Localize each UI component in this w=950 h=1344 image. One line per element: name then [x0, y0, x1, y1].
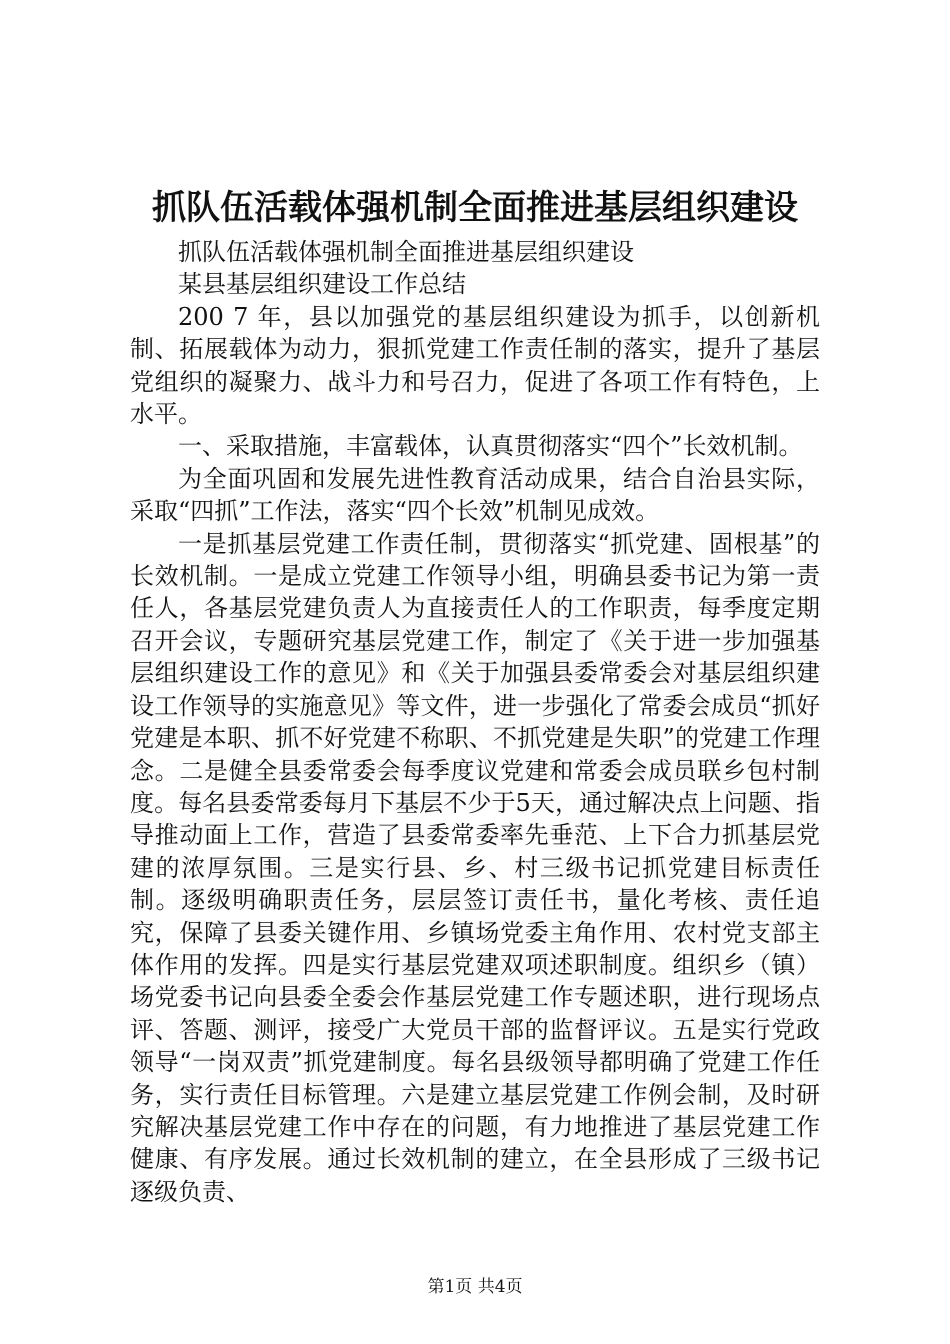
document-title: 抓队伍活载体强机制全面推进基层组织建设: [152, 188, 798, 228]
overview-paragraph: 为全面巩固和发展先进性教育活动成果，结合自治县实际，采取“四抓”工作法，落实“四个长效”机制见成效。: [130, 464, 820, 526]
page-footer: 第1页 共4页: [427, 1277, 523, 1297]
intro-paragraph: 200 7 年，县以加强党的基层组织建设为抓手，以创新机制、拓展载体为动力，狠抓党建工作责任制的落实，提升了基层党组织的凝聚力、战斗力和号召力，促进了各项工作有特色，上水平。: [130, 302, 820, 429]
subtitle-paragraph: 某县基层组织建设工作总结: [178, 270, 466, 299]
detail-paragraph: 一是抓基层党建工作责任制，贯彻落实“抓党建、固根基”的长效机制。一是成立党建工作领导小组，明确县委书记为第一责任人，各基层党建负责人为直接责任人的工作职责，每季度定期召开会议，专题研究基层党建工作，制定了《关于进一步加强基层组织建设工作的意见》和《关于加强县委常委会对基层组织建设工作领导的实施意见》等文件，进一步强化了常委会成员“抓好党建是本职、抓不好党建不称职、不抓党建是失职”的党建工作理念。二是健全县委常委会每季度议党建和常委会成员联乡包村制度。每名县委常委每月下基层不少于5天，通过解决点上问题、指导推动面上工作，营造了县委常委率先垂范、上下合力抓基层党建的浓厚氛围。三是实行县、乡、村三级书记抓党建目标责任制。逐级明确职责任务，层层签订责任书，量化考核、责任追究，保障了县委关键作用、乡镇场党委主角作用、农村党支部主体作用的发挥。四是实行基层党建双项述职制度。组织乡（镇）场党委书记向县委全委会作基层党建工作专题述职，进行现场点评、答题、测评，接受广大党员干部的监督评议。五是实行党政领导“一岗双责”抓党建制度。每名县级领导都明确了党建工作任务，实行责任目标管理。六是建立基层党建工作例会制，及时研究解决基层党建工作中存在的问题，有力地推进了基层党建工作健康、有序发展。通过长效机制的建立，在全县形成了三级书记逐级负责、: [130, 529, 820, 1206]
repeated-title-paragraph: 抓队伍活载体强机制全面推进基层组织建设: [178, 238, 634, 266]
document-body: [130, 236, 820, 1208]
section-heading-paragraph: 一、采取措施，丰富载体，认真贯彻落实“四个”长效机制。: [178, 432, 803, 461]
